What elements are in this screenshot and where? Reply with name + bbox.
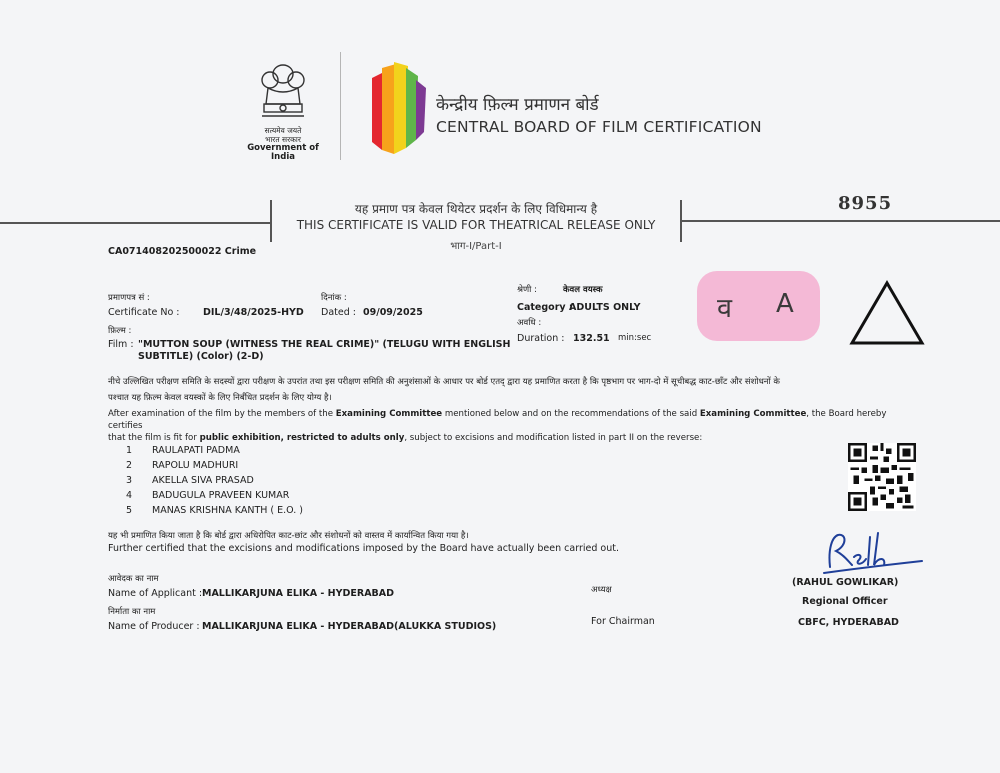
- film-label: Film :: [108, 339, 134, 350]
- emblem-motto: सत्यमेव जयते: [264, 126, 302, 135]
- producer-label: Name of Producer :: [108, 621, 200, 632]
- date-label: Dated :: [321, 307, 356, 318]
- signature-icon: [818, 527, 928, 577]
- certificate-date: 09/09/2025: [363, 307, 423, 318]
- applicant-label: Name of Applicant :: [108, 588, 203, 599]
- rating-english: A: [776, 289, 794, 319]
- further-hindi: यह भी प्रमाणित किया जाता है कि बोर्ड द्वारा अधिरोपित काट-छांट और संशोधनों को वास्तव में कार्यान्वित किया गया है।: [108, 531, 469, 541]
- statement-hindi-line1: नीचे उल्लिखित परीक्षण समिति के सदस्यों द्वारा परीक्षण के उपरांत तथा इस परीक्षण समिति की अनुशंसाओं के आधार पर बोर्ड एतद् द्वारा यह प्रमाणित करता है कि पृष्ठभाग पर भाग-दो में सूचीबद्ध काट-छाँट और संशोधनों के: [108, 377, 780, 387]
- statement-english: [108, 408, 898, 444]
- officer-title: Regional Officer: [802, 596, 888, 607]
- list-item: 2 RAPOLU MADHURI: [126, 460, 239, 471]
- statement-part-5: , subject to excisions and modification listed in part II on the reverse:: [404, 433, 703, 443]
- duration-unit: min:sec: [618, 333, 652, 343]
- officer-name: (RAHUL GOWLIKAR): [792, 577, 899, 588]
- serial-number: 8955: [838, 193, 893, 214]
- banner-line-left: [0, 222, 272, 224]
- list-item: 3 AKELLA SIVA PRASAD: [126, 475, 254, 486]
- reference-code: CA071408202500022 Crime: [108, 246, 257, 257]
- certificate-number-label-hindi: प्रमाणपत्र सं :: [108, 293, 150, 303]
- film-title-line1: "MUTTON SOUP (WITNESS THE REAL CRIME)" (TELUGU WITH ENGLISH: [138, 339, 511, 350]
- banner-part: भाग-I/Part-I: [450, 241, 502, 252]
- statement-part-1: After examination of the film by the members of the: [108, 409, 336, 419]
- category-value-hindi: केवल वयस्क: [563, 285, 603, 295]
- applicant-label-hindi: आवेदक का नाम: [108, 574, 159, 584]
- statement-restriction: public exhibition, restricted to adults only: [199, 433, 405, 443]
- adult-triangle-icon: [848, 279, 926, 347]
- emblem-english: Government of India: [247, 143, 319, 162]
- officer-office: CBFC, HYDERABAD: [798, 617, 899, 628]
- emblem-hindi: भारत सरकार: [265, 135, 301, 144]
- banner-line-right: [680, 220, 1000, 222]
- producer-name: MALLIKARJUNA ELIKA - HYDERABAD(ALUKKA STUDIOS): [202, 621, 497, 632]
- duration-label-hindi: अवधि :: [517, 318, 542, 328]
- banner-text-hindi: यह प्रमाण पत्र केवल थियेटर प्रदर्शन के लिए विधिमान्य है: [354, 202, 598, 216]
- statement-committee-2: Examining Committee: [699, 409, 807, 419]
- category-label: Category :: [517, 302, 573, 313]
- rating-badge: [697, 271, 820, 341]
- emblem: [244, 62, 322, 162]
- banner-text-english: THIS CERTIFICATE IS VALID FOR THEATRICAL RELEASE ONLY: [296, 218, 656, 232]
- further-english: Further certified that the excisions and modifications imposed by the Board have actually been carried out.: [108, 543, 619, 554]
- certificate-number: DIL/3/48/2025-HYD: [203, 307, 304, 318]
- category-label-hindi: श्रेणी :: [517, 285, 537, 295]
- statement-hindi-line2: पश्चात यह फ़िल्म केवल वयस्कों के लिए निर्बंधित प्रदर्शन के लिए योग्य है।: [108, 393, 332, 403]
- board-name-english: CENTRAL BOARD OF FILM CERTIFICATION: [436, 118, 762, 136]
- category-value: ADULTS ONLY: [569, 302, 641, 313]
- list-item: 5 MANAS KRISHNA KANTH ( E.O. ): [126, 505, 304, 516]
- statement-committee: Examining Committee: [335, 409, 443, 419]
- statement-part-3: , the Board hereby certifies: [108, 409, 887, 431]
- header-divider: [340, 52, 341, 160]
- statement-part-4: that the film is fit for: [108, 433, 200, 443]
- duration-value: 132.51: [573, 333, 610, 344]
- lion-capital-icon: [244, 62, 322, 122]
- chairman-english: For Chairman: [591, 616, 655, 627]
- applicant-name: MALLIKARJUNA ELIKA - HYDERABAD: [202, 588, 395, 599]
- list-item: 4 BADUGULA PRAVEEN KUMAR: [126, 490, 290, 501]
- certificate-number-label: Certificate No :: [108, 307, 180, 318]
- chairman-hindi: अध्यक्ष: [591, 585, 612, 595]
- committee-member-list: [126, 443, 303, 518]
- producer-label-hindi: निर्माता का नाम: [108, 607, 156, 617]
- list-item: 1 RAULAPATI PADMA: [126, 445, 240, 456]
- date-label-hindi: दिनांक :: [321, 293, 347, 303]
- statement-part-2: mentioned below and on the recommendations of the said: [442, 409, 700, 419]
- cbfc-logo-icon: [366, 58, 428, 158]
- qr-code-icon: [848, 443, 916, 511]
- duration-label: Duration :: [517, 333, 565, 344]
- rating-hindi: व: [717, 293, 733, 324]
- board-name-hindi: केन्द्रीय फ़िल्म प्रमाणन बोर्ड: [436, 95, 599, 115]
- film-label-hindi: फ़िल्म :: [108, 326, 132, 336]
- film-title-line2: SUBTITLE) (Color) (2-D): [138, 351, 264, 362]
